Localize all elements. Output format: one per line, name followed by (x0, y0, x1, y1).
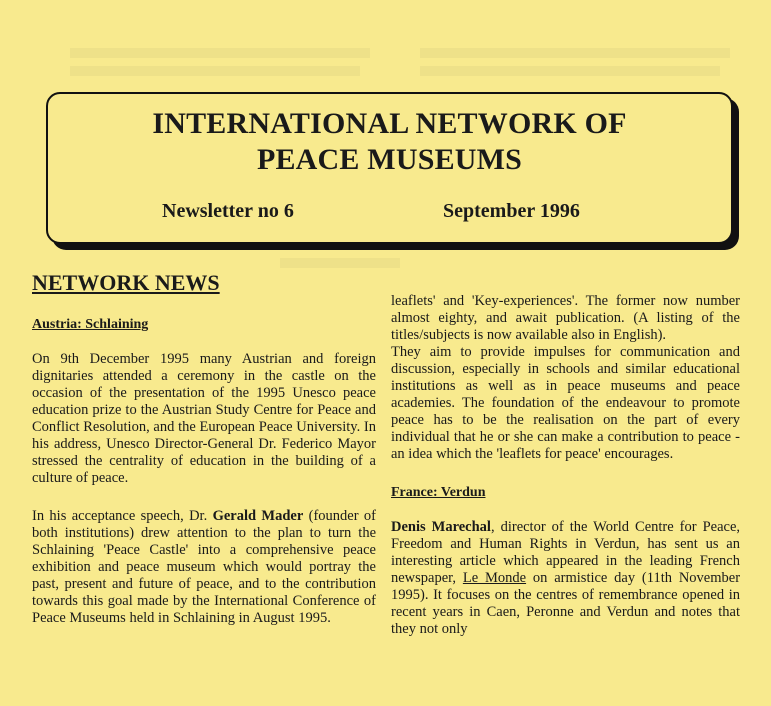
paragraph (391, 519, 740, 638)
masthead-box (46, 92, 733, 244)
bleed-through-line (420, 66, 720, 76)
paragraph (32, 508, 376, 627)
person-name: Denis Marechal (391, 519, 491, 535)
left-column (32, 316, 376, 627)
subheading-france: France: Verdun (391, 485, 486, 500)
section-heading: NETWORK NEWS (32, 270, 220, 295)
newsletter-title (48, 106, 731, 178)
newspaper-name: Le Monde (462, 570, 527, 586)
text-run: In his acceptance speech, Dr. (32, 508, 208, 524)
text-run: , director of the World Centre for Peace, Freedom and Human Rights in Verdun, has sent us an interesting article which appeared in the leading French newspaper, (391, 519, 741, 586)
right-column (391, 293, 740, 638)
subheading-austria: Austria: Schlaining (32, 317, 149, 332)
paragraph: They aim to provide impulses for communication and discussion, especially in schools and similar educational institutions as well as in peace museums and peace academies. The foundation of the endeavour to promote peace has to be the realisation on the part of every individual that he or she can make a contribution to peace - an idea which the 'leaflets for peace' encourages. (391, 344, 740, 462)
bleed-through-line (420, 48, 730, 58)
issue-date: September 1996 (443, 200, 580, 222)
bleed-through-line (70, 66, 360, 76)
text-run: on armistice day (11th November 1995). It focuses on the centres of remembrance opened in recent years in Caen, Peronne and Verdun and notes that they not only (391, 570, 741, 637)
issue-number: Newsletter no 6 (162, 200, 294, 222)
person-name: Gerald Mader (212, 508, 304, 524)
title-line-1: INTERNATIONAL NETWORK OF (152, 107, 627, 140)
title-line-2: PEACE MUSEUMS (256, 143, 523, 176)
paragraph: On 9th December 1995 many Austrian and foreign dignitaries attended a ceremony in the castle on the occasion of the presentation of the 1995 Unesco peace education prize to the Austrian Study Centre for Peace and Conflict Resolution, and the European Peace University. In his address, Unesco Director-General Dr. Federico Mayor stressed the centrality of education in the building of a culture of peace. (32, 351, 376, 486)
text-run: (founder of both institutions) drew attention to the plan to turn the Schlaining 'Peace Castle' into a comprehensive peace exhibition and peace museum which would portray the past, present and future of peace, and to the contribution towards this goal made by the International Conference of Peace Museums held in Schlaining in August 1995. (32, 508, 376, 626)
bleed-through-line (280, 258, 400, 268)
bleed-through-line (70, 48, 370, 58)
paragraph: leaflets' and 'Key-experiences'. The former now number almost eighty, and await publication. (A listing of the titles/subjects is now available also in English). (391, 293, 740, 343)
